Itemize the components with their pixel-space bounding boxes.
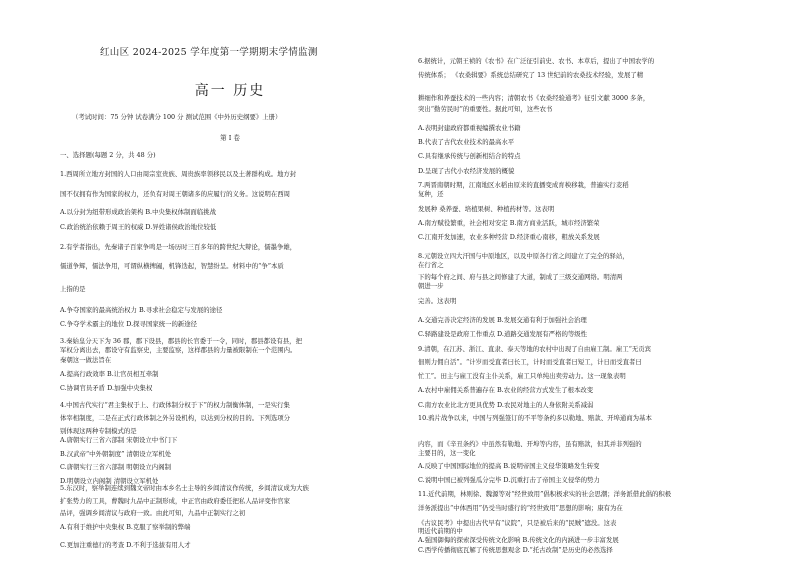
right-line-11: 复种，还	[418, 190, 444, 198]
right-line-36: A.强国御侮的探索深受传统文化影响 B.传统文化的内涵进一步丰富发展	[418, 536, 619, 544]
right-line-13: A.南方赋役繁重，社会相对安定 B.南方商业活跃，城市经济繁荣	[418, 219, 600, 227]
left-line-20: C.唐朝实行三省六部制 明朝设立内阁制	[60, 463, 171, 471]
right-line-33: 洋务派提出“中体西用”仍受当时盛行的“经世致用”思想的影响；康有为在	[418, 504, 623, 512]
right-line-21: C.驿路建设是政府工作重点 D.道路交通发展有严格的等级性	[418, 330, 588, 338]
left-line-14: C.协调官员矛盾 D.加强中央集权	[60, 384, 153, 392]
right-line-19: 完善。这表明	[418, 297, 457, 305]
right-line-6: A.表明封建政府都重视编撰农业书籍	[418, 124, 521, 132]
left-line-9: C.争夺学术霸主的地位 D.探寻国家统一的新途径	[60, 320, 198, 328]
left-line-3: A.以分封为纽带形成政治架构 B.中央集权体制面临挑战	[60, 208, 216, 216]
right-line-29: 主要目的，这一变化	[418, 449, 476, 457]
right-line-14: C.江南开发加速，农业多种经营 D.经济重心南移，粗放关系发展	[418, 233, 600, 241]
right-line-28: 内容，而《辛丑条约》中虽然有勒地、开埠等内容，虽有赔款，但其并非列强的	[418, 440, 642, 448]
left-line-13: A.提高行政效率 B.让官员相互牵制	[60, 370, 159, 378]
right-line-35: 明近代前期的中	[418, 527, 463, 535]
right-line-23: 佃则力佣自活”。“计岁而受直者曰长工，计时而受直者曰短工，计日而受直者曰	[418, 358, 642, 366]
right-line-15: 8.元朝设立四大汗国与中原地区，以及中原各行省之间建立了完全的驿站，	[418, 252, 629, 260]
exam-info: （考试时间：75 分钟 试卷满分 100 分 测试范围《中外历史纲要》上册）	[72, 113, 282, 121]
right-line-24: 忙工”。田主与雇工没有主仆关系，雇工只单纯出卖劳动力。这一现象表明	[418, 372, 626, 380]
left-line-19: B.汉武帝“中外朝制度” 清朝设立军机处	[60, 450, 172, 458]
right-line-1: 6.据统计，元朝王祯的《农书》在广泛征引前史、农书、本草后，提出了中国农学的	[418, 57, 655, 65]
left-line-7: 上指的是	[60, 285, 86, 293]
right-line-30: A.反映了中国国际地位的提高 B.说明帝国主义侵华策略发生转变	[418, 462, 600, 470]
section-heading: 一、选择题(每题 2 分，共 48 分)	[60, 151, 156, 159]
left-line-23: 扩张势力的工具，曹魏时九品中正制形成，中正官由政府委任把私人品评变作官家	[60, 497, 291, 505]
right-line-26: C.南方农业比北方更具优势 D.农民对地主的人身依附关系减弱	[418, 401, 594, 409]
left-line-6: 儒道争辉，儒法争用，可谓纵横捭阖，机锋迭起，智慧纷呈。材料中的“争”本质	[60, 262, 284, 270]
right-line-2: 传统体系； 《农桑辑要》系统总结研究了 13 世纪前的农桑技术经验，发展了精	[418, 71, 644, 79]
left-line-10: 3.秦始皇分天下为 36 郡，郡下设县，郡县的长官委于一令，同时，郡县都设有县，把	[60, 337, 302, 345]
right-line-4: 耕细作和养蚕技术的一些内容；清朝农书《农桑经验通考》征引文献 3000 多条，	[418, 94, 650, 102]
left-line-21: D.明朝设立内阁制 清朝设立军机处	[60, 477, 159, 485]
left-line-5: 2.有学者指出，先秦诸子百家争鸣是一场历时三百多年的跨世纪大辩论，儒墨争雄，	[60, 243, 297, 251]
left-line-26: C.更加注重德行的考查 D.不利于选拔有用人才	[60, 541, 191, 549]
right-line-16: 在行省之	[418, 261, 444, 269]
left-line-2: 国不仅拥有作为国家的权力，还负有对周王朝诸多的应履行的义务。这说明在西周	[60, 190, 291, 198]
right-line-25: A.农村中雇佣关系普遍存在 B.农业的经营方式发生了根本改变	[418, 386, 594, 394]
right-line-31: C.说明中国已被列强瓜分完毕 D.沉重打击了帝国主义侵华的势力	[418, 476, 600, 484]
right-line-37: C.西学传播彻底瓦解了传统思想观念 D.“托古改制”是历史的必然选择	[418, 546, 613, 554]
left-line-16: 体宰相制度，二是在正式行政体制之外另设机构，以达到分权的目的。下列选项分	[60, 414, 291, 422]
right-line-34: 《古议民考》中提出古代早有“议院”，只是被后来的“民贼”遮没。这表	[418, 519, 617, 527]
right-line-18: 朝进一步	[418, 282, 444, 290]
right-line-12: 发展种 桑养蚕、培植果树、种植药材等。这表明	[418, 205, 555, 213]
exam-title: 红山区 2024-2025 学年度第一学期期末学情监测	[100, 47, 318, 58]
right-line-10: 7.两晋南朝时期，江南地区水稻由原来的直播变成育秧移栽，普遍实行麦稻	[418, 181, 629, 189]
right-line-5: 突出“勤劳民时”的重要性。据此可知，这些农书	[418, 105, 553, 113]
right-line-9: D.呈现了古代小农经济发展的概貌	[418, 167, 515, 175]
right-line-17: 下的每个府之间、府与县之间修建了大道，制成了三级交通网络。明清两	[418, 273, 623, 281]
right-line-32: 11.近代前期，林则徐、魏源等对“经世致用”倡积极求实的社会思潮；洋务派借此倡的积极	[418, 490, 672, 498]
left-line-12: 秦朝这一做法旨在	[60, 356, 112, 364]
left-line-15: 4.中国古代实行“君主集权于上、行政体制分权于下”的权力制衡体制，一是实行集	[60, 401, 290, 409]
left-line-25: A.有利于维护中央集权 B.克服了察举制的弊端	[60, 523, 191, 531]
left-line-4: C.政治统治依赖于周王的权威 D.异姓诸侯政治地位较低	[60, 223, 217, 231]
left-line-11: 军权分离出去，郡设守有监察史，主要监察，这样郡县的力量被限制在一个范围内。	[60, 346, 297, 354]
right-line-20: A.交通完善决定经济的发展 B.发展交通有利于加强社会治理	[418, 316, 587, 324]
left-line-24: 品评，强调乡闾清议与政府一致。由此可知，九品中正制实行之初	[60, 509, 246, 517]
volume-label: 第 I 卷	[220, 134, 240, 142]
right-line-7: B.代表了古代农业技术的最高水平	[418, 138, 515, 146]
right-line-27: 10.鸦片战争以来，中国与列强签订的不平等条约多以勒地、赔款、开埠通商为基本	[418, 414, 652, 422]
right-line-22: 9.清朝，在江苏、浙江、直隶、泰天等地的农村中出现了自由雇工制。雇工“无贡宾	[418, 345, 652, 353]
right-line-8: C.具有继承传统与创新相结合的特点	[418, 152, 521, 160]
left-line-18: A.唐朝实行三省六部制 宋朝设立中书门下	[60, 436, 178, 444]
exam-subject: 高一 历史	[194, 83, 266, 99]
left-line-1: 1.西周所立地方封国的人口由周宗室贵族、周贵族率领移民以及土著群构成。地方封	[60, 170, 297, 178]
left-line-22: 5.东汉时，察举制连续到魏文帝时由本乡名士主导的乡闾清议作传统，乡闾清议成为大族	[60, 484, 309, 492]
left-line-17: 别体现这两种专制模式的是	[60, 427, 137, 435]
left-line-8: A.争夺国家的最高统治权力 B.寻求社会稳定与发展的途径	[60, 306, 223, 314]
